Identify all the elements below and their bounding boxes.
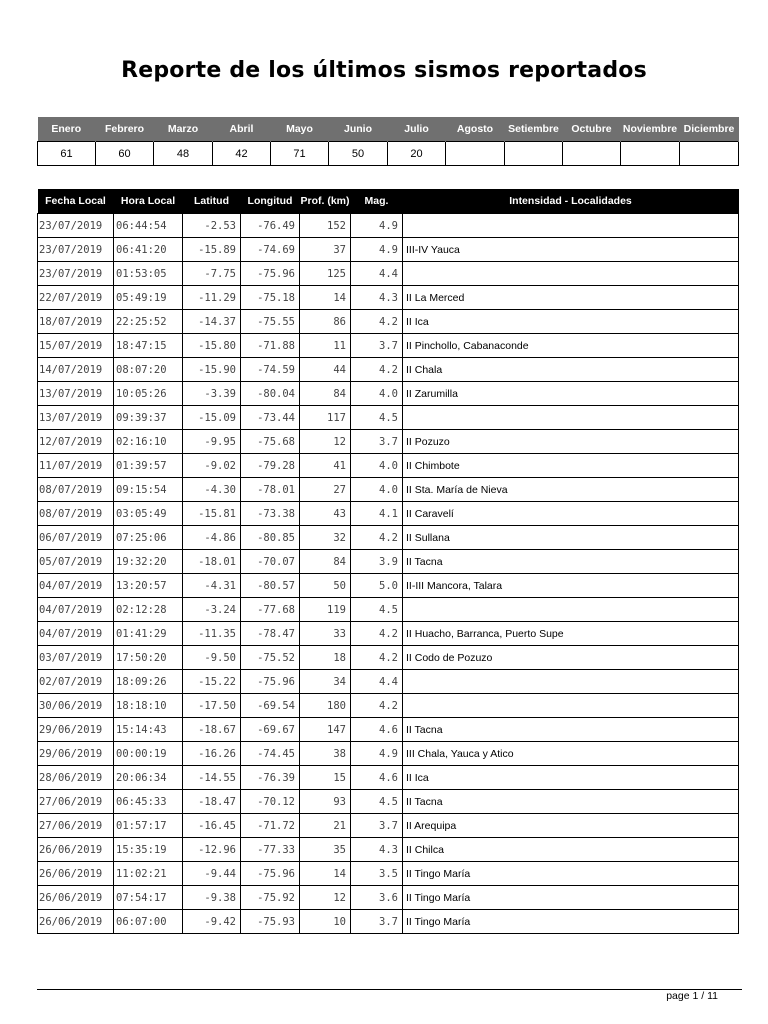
cell-magnitud: 4.0 bbox=[351, 382, 403, 406]
cell-longitud: -74.45 bbox=[241, 742, 300, 766]
cell-intensidad-localidades: II Caravelí bbox=[403, 502, 739, 526]
cell-intensidad-localidades: III-IV Yauca bbox=[403, 238, 739, 262]
cell-fecha-local: 18/07/2019 bbox=[38, 310, 114, 334]
cell-hora-local: 13:20:57 bbox=[114, 574, 183, 598]
cell-hora-local: 19:32:20 bbox=[114, 550, 183, 574]
cell-hora-local: 02:12:28 bbox=[114, 598, 183, 622]
cell-hora-local: 01:57:17 bbox=[114, 814, 183, 838]
cell-longitud: -69.54 bbox=[241, 694, 300, 718]
cell-hora-local: 01:41:29 bbox=[114, 622, 183, 646]
cell-latitud: -11.29 bbox=[183, 286, 241, 310]
month-header-octubre: Octubre bbox=[563, 117, 621, 142]
cell-profundidad: 147 bbox=[300, 718, 351, 742]
cell-magnitud: 3.7 bbox=[351, 814, 403, 838]
cell-latitud: -18.67 bbox=[183, 718, 241, 742]
cell-profundidad: 34 bbox=[300, 670, 351, 694]
cell-magnitud: 4.3 bbox=[351, 286, 403, 310]
cell-profundidad: 152 bbox=[300, 214, 351, 238]
cell-hora-local: 06:07:00 bbox=[114, 910, 183, 934]
cell-fecha-local: 14/07/2019 bbox=[38, 358, 114, 382]
cell-longitud: -77.33 bbox=[241, 838, 300, 862]
table-row bbox=[38, 550, 739, 574]
cell-latitud: -9.02 bbox=[183, 454, 241, 478]
cell-latitud: -15.81 bbox=[183, 502, 241, 526]
cell-latitud: -16.45 bbox=[183, 814, 241, 838]
cell-profundidad: 12 bbox=[300, 886, 351, 910]
table-row bbox=[38, 406, 739, 430]
cell-intensidad-localidades: II Chilca bbox=[403, 838, 739, 862]
cell-intensidad-localidades: II Codo de Pozuzo bbox=[403, 646, 739, 670]
cell-fecha-local: 23/07/2019 bbox=[38, 262, 114, 286]
month-count-noviembre bbox=[621, 142, 680, 166]
cell-longitud: -75.96 bbox=[241, 262, 300, 286]
cell-fecha-local: 03/07/2019 bbox=[38, 646, 114, 670]
cell-intensidad-localidades: II Pinchollo, Cabanaconde bbox=[403, 334, 739, 358]
cell-hora-local: 10:05:26 bbox=[114, 382, 183, 406]
cell-latitud: -18.01 bbox=[183, 550, 241, 574]
cell-intensidad-localidades: II Ica bbox=[403, 310, 739, 334]
cell-fecha-local: 29/06/2019 bbox=[38, 742, 114, 766]
cell-fecha-local: 13/07/2019 bbox=[38, 382, 114, 406]
cell-longitud: -75.96 bbox=[241, 670, 300, 694]
cell-intensidad-localidades bbox=[403, 670, 739, 694]
cell-magnitud: 5.0 bbox=[351, 574, 403, 598]
cell-latitud: -3.24 bbox=[183, 598, 241, 622]
cell-longitud: -77.68 bbox=[241, 598, 300, 622]
cell-longitud: -73.38 bbox=[241, 502, 300, 526]
column-header-fecha-local: Fecha Local bbox=[38, 189, 114, 214]
cell-intensidad-localidades bbox=[403, 214, 739, 238]
cell-magnitud: 4.2 bbox=[351, 646, 403, 670]
cell-latitud: -4.86 bbox=[183, 526, 241, 550]
cell-magnitud: 3.7 bbox=[351, 334, 403, 358]
cell-latitud: -9.50 bbox=[183, 646, 241, 670]
cell-latitud: -9.42 bbox=[183, 910, 241, 934]
cell-magnitud: 4.2 bbox=[351, 358, 403, 382]
month-header-marzo: Marzo bbox=[154, 117, 213, 142]
month-header-junio: Junio bbox=[329, 117, 388, 142]
cell-magnitud: 4.2 bbox=[351, 622, 403, 646]
cell-latitud: -14.37 bbox=[183, 310, 241, 334]
cell-magnitud: 4.5 bbox=[351, 598, 403, 622]
cell-intensidad-localidades: II Tacna bbox=[403, 718, 739, 742]
cell-profundidad: 117 bbox=[300, 406, 351, 430]
cell-latitud: -9.95 bbox=[183, 430, 241, 454]
cell-magnitud: 4.5 bbox=[351, 790, 403, 814]
cell-fecha-local: 08/07/2019 bbox=[38, 478, 114, 502]
month-header-diciembre: Diciembre bbox=[680, 117, 739, 142]
cell-fecha-local: 26/06/2019 bbox=[38, 838, 114, 862]
cell-latitud: -4.30 bbox=[183, 478, 241, 502]
cell-longitud: -75.18 bbox=[241, 286, 300, 310]
cell-hora-local: 18:47:15 bbox=[114, 334, 183, 358]
month-count-julio: 20 bbox=[388, 142, 446, 166]
table-row bbox=[38, 790, 739, 814]
cell-fecha-local: 04/07/2019 bbox=[38, 574, 114, 598]
cell-latitud: -15.09 bbox=[183, 406, 241, 430]
month-header-mayo: Mayo bbox=[271, 117, 329, 142]
cell-longitud: -80.04 bbox=[241, 382, 300, 406]
page-number: page 1 / 11 bbox=[666, 990, 718, 1002]
table-row bbox=[38, 694, 739, 718]
cell-latitud: -9.38 bbox=[183, 886, 241, 910]
cell-hora-local: 00:00:19 bbox=[114, 742, 183, 766]
table-row bbox=[38, 598, 739, 622]
month-header-row bbox=[38, 117, 739, 142]
table-row bbox=[38, 670, 739, 694]
table-row bbox=[38, 838, 739, 862]
cell-profundidad: 125 bbox=[300, 262, 351, 286]
cell-hora-local: 09:15:54 bbox=[114, 478, 183, 502]
cell-hora-local: 20:06:34 bbox=[114, 766, 183, 790]
cell-longitud: -71.88 bbox=[241, 334, 300, 358]
cell-latitud: -15.90 bbox=[183, 358, 241, 382]
table-row bbox=[38, 622, 739, 646]
cell-hora-local: 06:44:54 bbox=[114, 214, 183, 238]
cell-intensidad-localidades: III Chala, Yauca y Atico bbox=[403, 742, 739, 766]
month-count-mayo: 71 bbox=[271, 142, 329, 166]
cell-intensidad-localidades: II Arequipa bbox=[403, 814, 739, 838]
cell-hora-local: 03:05:49 bbox=[114, 502, 183, 526]
cell-magnitud: 3.7 bbox=[351, 430, 403, 454]
cell-profundidad: 44 bbox=[300, 358, 351, 382]
column-header-profundidad: Prof. (km) bbox=[300, 189, 351, 214]
cell-fecha-local: 08/07/2019 bbox=[38, 502, 114, 526]
cell-profundidad: 41 bbox=[300, 454, 351, 478]
cell-magnitud: 4.5 bbox=[351, 406, 403, 430]
cell-magnitud: 3.9 bbox=[351, 550, 403, 574]
cell-longitud: -75.68 bbox=[241, 430, 300, 454]
table-row bbox=[38, 238, 739, 262]
monthly-count-table bbox=[37, 117, 739, 166]
cell-magnitud: 4.9 bbox=[351, 742, 403, 766]
cell-profundidad: 35 bbox=[300, 838, 351, 862]
cell-magnitud: 4.9 bbox=[351, 214, 403, 238]
cell-intensidad-localidades: II Tingo María bbox=[403, 886, 739, 910]
table-row bbox=[38, 526, 739, 550]
cell-profundidad: 84 bbox=[300, 550, 351, 574]
cell-profundidad: 180 bbox=[300, 694, 351, 718]
cell-hora-local: 17:50:20 bbox=[114, 646, 183, 670]
cell-fecha-local: 30/06/2019 bbox=[38, 694, 114, 718]
month-header-agosto: Agosto bbox=[446, 117, 505, 142]
table-row bbox=[38, 910, 739, 934]
cell-profundidad: 27 bbox=[300, 478, 351, 502]
cell-hora-local: 01:39:57 bbox=[114, 454, 183, 478]
cell-intensidad-localidades: II Sta. María de Nieva bbox=[403, 478, 739, 502]
table-row bbox=[38, 454, 739, 478]
cell-profundidad: 43 bbox=[300, 502, 351, 526]
table-row bbox=[38, 718, 739, 742]
cell-longitud: -75.52 bbox=[241, 646, 300, 670]
cell-latitud: -3.39 bbox=[183, 382, 241, 406]
cell-longitud: -79.28 bbox=[241, 454, 300, 478]
cell-profundidad: 11 bbox=[300, 334, 351, 358]
cell-intensidad-localidades: II La Merced bbox=[403, 286, 739, 310]
table-row bbox=[38, 478, 739, 502]
cell-fecha-local: 13/07/2019 bbox=[38, 406, 114, 430]
cell-hora-local: 05:49:19 bbox=[114, 286, 183, 310]
cell-profundidad: 38 bbox=[300, 742, 351, 766]
cell-profundidad: 14 bbox=[300, 286, 351, 310]
table-header-row bbox=[38, 189, 739, 214]
cell-profundidad: 84 bbox=[300, 382, 351, 406]
cell-longitud: -75.96 bbox=[241, 862, 300, 886]
cell-hora-local: 01:53:05 bbox=[114, 262, 183, 286]
cell-intensidad-localidades: II Chimbote bbox=[403, 454, 739, 478]
cell-hora-local: 06:45:33 bbox=[114, 790, 183, 814]
cell-latitud: -11.35 bbox=[183, 622, 241, 646]
cell-longitud: -69.67 bbox=[241, 718, 300, 742]
table-row bbox=[38, 382, 739, 406]
cell-fecha-local: 23/07/2019 bbox=[38, 238, 114, 262]
cell-intensidad-localidades: II-III Mancora, Talara bbox=[403, 574, 739, 598]
month-count-febrero: 60 bbox=[96, 142, 154, 166]
cell-magnitud: 4.9 bbox=[351, 238, 403, 262]
cell-magnitud: 4.3 bbox=[351, 838, 403, 862]
cell-latitud: -15.80 bbox=[183, 334, 241, 358]
cell-intensidad-localidades bbox=[403, 694, 739, 718]
cell-hora-local: 18:18:10 bbox=[114, 694, 183, 718]
month-count-diciembre bbox=[680, 142, 739, 166]
table-row bbox=[38, 214, 739, 238]
cell-fecha-local: 28/06/2019 bbox=[38, 766, 114, 790]
cell-intensidad-localidades bbox=[403, 262, 739, 286]
cell-latitud: -15.22 bbox=[183, 670, 241, 694]
cell-latitud: -2.53 bbox=[183, 214, 241, 238]
footer-divider bbox=[37, 989, 742, 990]
cell-profundidad: 93 bbox=[300, 790, 351, 814]
cell-fecha-local: 26/06/2019 bbox=[38, 862, 114, 886]
cell-intensidad-localidades bbox=[403, 598, 739, 622]
cell-profundidad: 86 bbox=[300, 310, 351, 334]
table-body bbox=[38, 214, 739, 934]
cell-latitud: -17.50 bbox=[183, 694, 241, 718]
cell-magnitud: 4.4 bbox=[351, 670, 403, 694]
cell-latitud: -9.44 bbox=[183, 862, 241, 886]
cell-intensidad-localidades: II Huacho, Barranca, Puerto Supe bbox=[403, 622, 739, 646]
cell-longitud: -76.39 bbox=[241, 766, 300, 790]
cell-intensidad-localidades: II Sullana bbox=[403, 526, 739, 550]
cell-fecha-local: 23/07/2019 bbox=[38, 214, 114, 238]
cell-hora-local: 06:41:20 bbox=[114, 238, 183, 262]
table-row bbox=[38, 358, 739, 382]
cell-magnitud: 3.7 bbox=[351, 910, 403, 934]
cell-profundidad: 33 bbox=[300, 622, 351, 646]
cell-fecha-local: 11/07/2019 bbox=[38, 454, 114, 478]
cell-magnitud: 4.2 bbox=[351, 310, 403, 334]
cell-longitud: -70.07 bbox=[241, 550, 300, 574]
cell-fecha-local: 05/07/2019 bbox=[38, 550, 114, 574]
cell-fecha-local: 04/07/2019 bbox=[38, 622, 114, 646]
cell-magnitud: 4.4 bbox=[351, 262, 403, 286]
month-count-agosto bbox=[446, 142, 505, 166]
cell-latitud: -16.26 bbox=[183, 742, 241, 766]
cell-latitud: -15.89 bbox=[183, 238, 241, 262]
column-header-magnitud: Mag. bbox=[351, 189, 403, 214]
cell-intensidad-localidades bbox=[403, 406, 739, 430]
table-row bbox=[38, 574, 739, 598]
cell-profundidad: 12 bbox=[300, 430, 351, 454]
cell-longitud: -75.92 bbox=[241, 886, 300, 910]
cell-profundidad: 14 bbox=[300, 862, 351, 886]
table-row bbox=[38, 862, 739, 886]
cell-intensidad-localidades: II Zarumilla bbox=[403, 382, 739, 406]
cell-intensidad-localidades: II Ica bbox=[403, 766, 739, 790]
cell-profundidad: 119 bbox=[300, 598, 351, 622]
cell-hora-local: 11:02:21 bbox=[114, 862, 183, 886]
cell-profundidad: 21 bbox=[300, 814, 351, 838]
cell-profundidad: 32 bbox=[300, 526, 351, 550]
month-count-setiembre bbox=[505, 142, 563, 166]
month-header-febrero: Febrero bbox=[96, 117, 154, 142]
cell-longitud: -71.72 bbox=[241, 814, 300, 838]
month-count-junio: 50 bbox=[329, 142, 388, 166]
cell-hora-local: 02:16:10 bbox=[114, 430, 183, 454]
cell-hora-local: 08:07:20 bbox=[114, 358, 183, 382]
cell-latitud: -4.31 bbox=[183, 574, 241, 598]
cell-fecha-local: 29/06/2019 bbox=[38, 718, 114, 742]
table-row bbox=[38, 334, 739, 358]
month-count-octubre bbox=[563, 142, 621, 166]
cell-hora-local: 09:39:37 bbox=[114, 406, 183, 430]
column-header-hora-local: Hora Local bbox=[114, 189, 183, 214]
cell-profundidad: 18 bbox=[300, 646, 351, 670]
cell-hora-local: 18:09:26 bbox=[114, 670, 183, 694]
table-row bbox=[38, 262, 739, 286]
column-header-longitud: Longitud bbox=[241, 189, 300, 214]
month-count-row bbox=[38, 142, 739, 166]
cell-longitud: -78.01 bbox=[241, 478, 300, 502]
table-row bbox=[38, 886, 739, 910]
cell-profundidad: 10 bbox=[300, 910, 351, 934]
cell-longitud: -78.47 bbox=[241, 622, 300, 646]
cell-magnitud: 4.2 bbox=[351, 526, 403, 550]
cell-intensidad-localidades: II Tacna bbox=[403, 550, 739, 574]
month-header-julio: Julio bbox=[388, 117, 446, 142]
cell-longitud: -74.59 bbox=[241, 358, 300, 382]
cell-hora-local: 15:14:43 bbox=[114, 718, 183, 742]
cell-hora-local: 07:25:06 bbox=[114, 526, 183, 550]
cell-magnitud: 4.0 bbox=[351, 478, 403, 502]
cell-intensidad-localidades: II Chala bbox=[403, 358, 739, 382]
month-count-enero: 61 bbox=[38, 142, 96, 166]
month-header-enero: Enero bbox=[38, 117, 96, 142]
table-row bbox=[38, 646, 739, 670]
column-header-intensidad-localidades: Intensidad - Localidades bbox=[403, 189, 739, 214]
month-count-abril: 42 bbox=[213, 142, 271, 166]
cell-latitud: -18.47 bbox=[183, 790, 241, 814]
cell-magnitud: 3.6 bbox=[351, 886, 403, 910]
cell-magnitud: 4.2 bbox=[351, 694, 403, 718]
cell-fecha-local: 04/07/2019 bbox=[38, 598, 114, 622]
month-header-noviembre: Noviembre bbox=[621, 117, 680, 142]
table-row bbox=[38, 742, 739, 766]
cell-hora-local: 15:35:19 bbox=[114, 838, 183, 862]
cell-profundidad: 50 bbox=[300, 574, 351, 598]
cell-latitud: -12.96 bbox=[183, 838, 241, 862]
cell-fecha-local: 27/06/2019 bbox=[38, 790, 114, 814]
cell-profundidad: 37 bbox=[300, 238, 351, 262]
cell-longitud: -75.93 bbox=[241, 910, 300, 934]
cell-longitud: -70.12 bbox=[241, 790, 300, 814]
month-header-abril: Abril bbox=[213, 117, 271, 142]
cell-longitud: -73.44 bbox=[241, 406, 300, 430]
cell-intensidad-localidades: II Tacna bbox=[403, 790, 739, 814]
table-row bbox=[38, 430, 739, 454]
cell-longitud: -76.49 bbox=[241, 214, 300, 238]
page-title: Reporte de los últimos sismos reportados bbox=[121, 58, 647, 83]
cell-latitud: -7.75 bbox=[183, 262, 241, 286]
table-row bbox=[38, 310, 739, 334]
cell-magnitud: 4.6 bbox=[351, 766, 403, 790]
cell-intensidad-localidades: II Pozuzo bbox=[403, 430, 739, 454]
cell-longitud: -75.55 bbox=[241, 310, 300, 334]
cell-longitud: -80.85 bbox=[241, 526, 300, 550]
cell-intensidad-localidades: II Tingo María bbox=[403, 910, 739, 934]
table-row bbox=[38, 766, 739, 790]
cell-profundidad: 15 bbox=[300, 766, 351, 790]
earthquake-table bbox=[37, 189, 739, 934]
cell-fecha-local: 26/06/2019 bbox=[38, 910, 114, 934]
table-row bbox=[38, 814, 739, 838]
cell-magnitud: 4.6 bbox=[351, 718, 403, 742]
cell-hora-local: 22:25:52 bbox=[114, 310, 183, 334]
cell-longitud: -80.57 bbox=[241, 574, 300, 598]
cell-fecha-local: 02/07/2019 bbox=[38, 670, 114, 694]
cell-longitud: -74.69 bbox=[241, 238, 300, 262]
cell-fecha-local: 27/06/2019 bbox=[38, 814, 114, 838]
cell-fecha-local: 26/06/2019 bbox=[38, 886, 114, 910]
cell-magnitud: 4.1 bbox=[351, 502, 403, 526]
cell-latitud: -14.55 bbox=[183, 766, 241, 790]
column-header-latitud: Latitud bbox=[183, 189, 241, 214]
month-header-setiembre: Setiembre bbox=[505, 117, 563, 142]
table-row bbox=[38, 286, 739, 310]
cell-fecha-local: 12/07/2019 bbox=[38, 430, 114, 454]
cell-intensidad-localidades: II Tingo María bbox=[403, 862, 739, 886]
cell-fecha-local: 22/07/2019 bbox=[38, 286, 114, 310]
cell-fecha-local: 06/07/2019 bbox=[38, 526, 114, 550]
cell-magnitud: 4.0 bbox=[351, 454, 403, 478]
cell-magnitud: 3.5 bbox=[351, 862, 403, 886]
table-row bbox=[38, 502, 739, 526]
month-count-marzo: 48 bbox=[154, 142, 213, 166]
cell-fecha-local: 15/07/2019 bbox=[38, 334, 114, 358]
cell-hora-local: 07:54:17 bbox=[114, 886, 183, 910]
